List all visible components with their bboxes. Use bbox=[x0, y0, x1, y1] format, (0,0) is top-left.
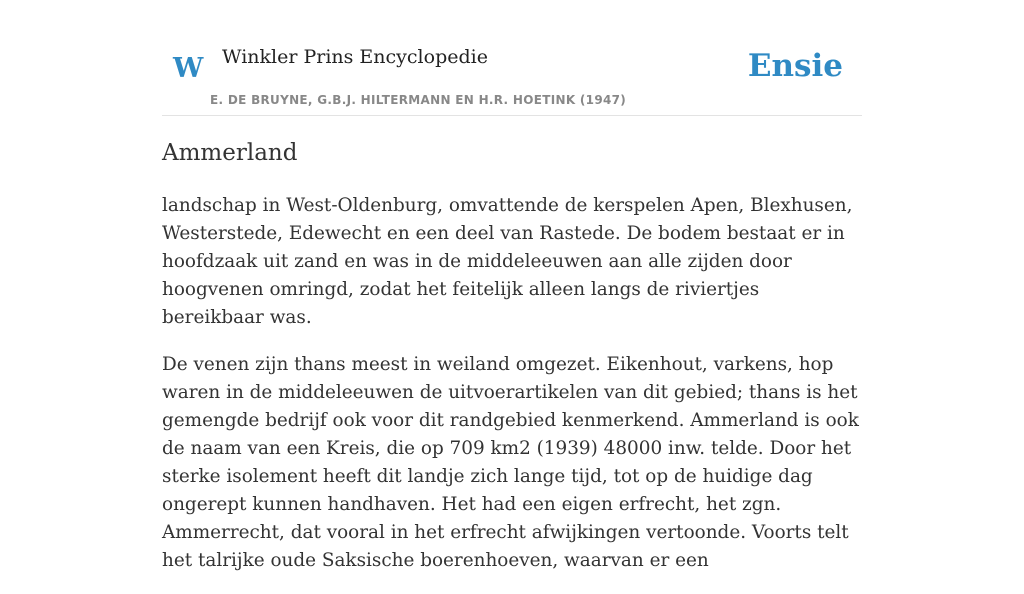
page bbox=[162, 0, 862, 571]
byline: E. DE BRUYNE, G.B.J. HILTERMANN EN H.R. HOETINK (1947) bbox=[210, 93, 627, 107]
site-title[interactable]: Winkler Prins Encyclopedie bbox=[222, 46, 488, 68]
article-paragraph-1: landschap in West-Oldenburg, omvattende de kerspelen Apen, Blexhusen, Westerstede, Edewecht en een deel van Rastede. De bodem bestaat er in hoofdzaak uit zand en was in de middeleeuwen aan alle zijden door hoogvenen omringd, zodat het feitelijk alleen langs de riviertjes bereikbaar was. bbox=[162, 195, 853, 328]
article-paragraph-2: De venen zijn thans meest in weiland omgezet. Eikenhout, varkens, hop waren in de middeleeuwen de uitvoerartikelen van dit gebied; thans is het gemengde bedrijf ook voor dit randgebied kenmerkend. Ammerland is ook de naam van een Kreis, die op 709 km2 (1939) 48000 inw. telde. Door het sterke isolement heeft dit landje zich lange tijd, tot op de huidige dag ongerept kunnen handhaven. Het had een eigen erfrecht, het zgn. Ammerrecht, dat vooral in het erfrecht afwijkingen vertoonde. Voorts telt het talrijke oude Saksische boerenhoeven, waarvan er een bbox=[162, 354, 859, 571]
article-body bbox=[162, 192, 862, 594]
ensie-logo[interactable]: Ensie bbox=[747, 48, 843, 84]
entry-title: Ammerland bbox=[162, 140, 298, 166]
winkler-prins-logo[interactable]: W bbox=[173, 53, 204, 84]
header bbox=[162, 0, 862, 116]
